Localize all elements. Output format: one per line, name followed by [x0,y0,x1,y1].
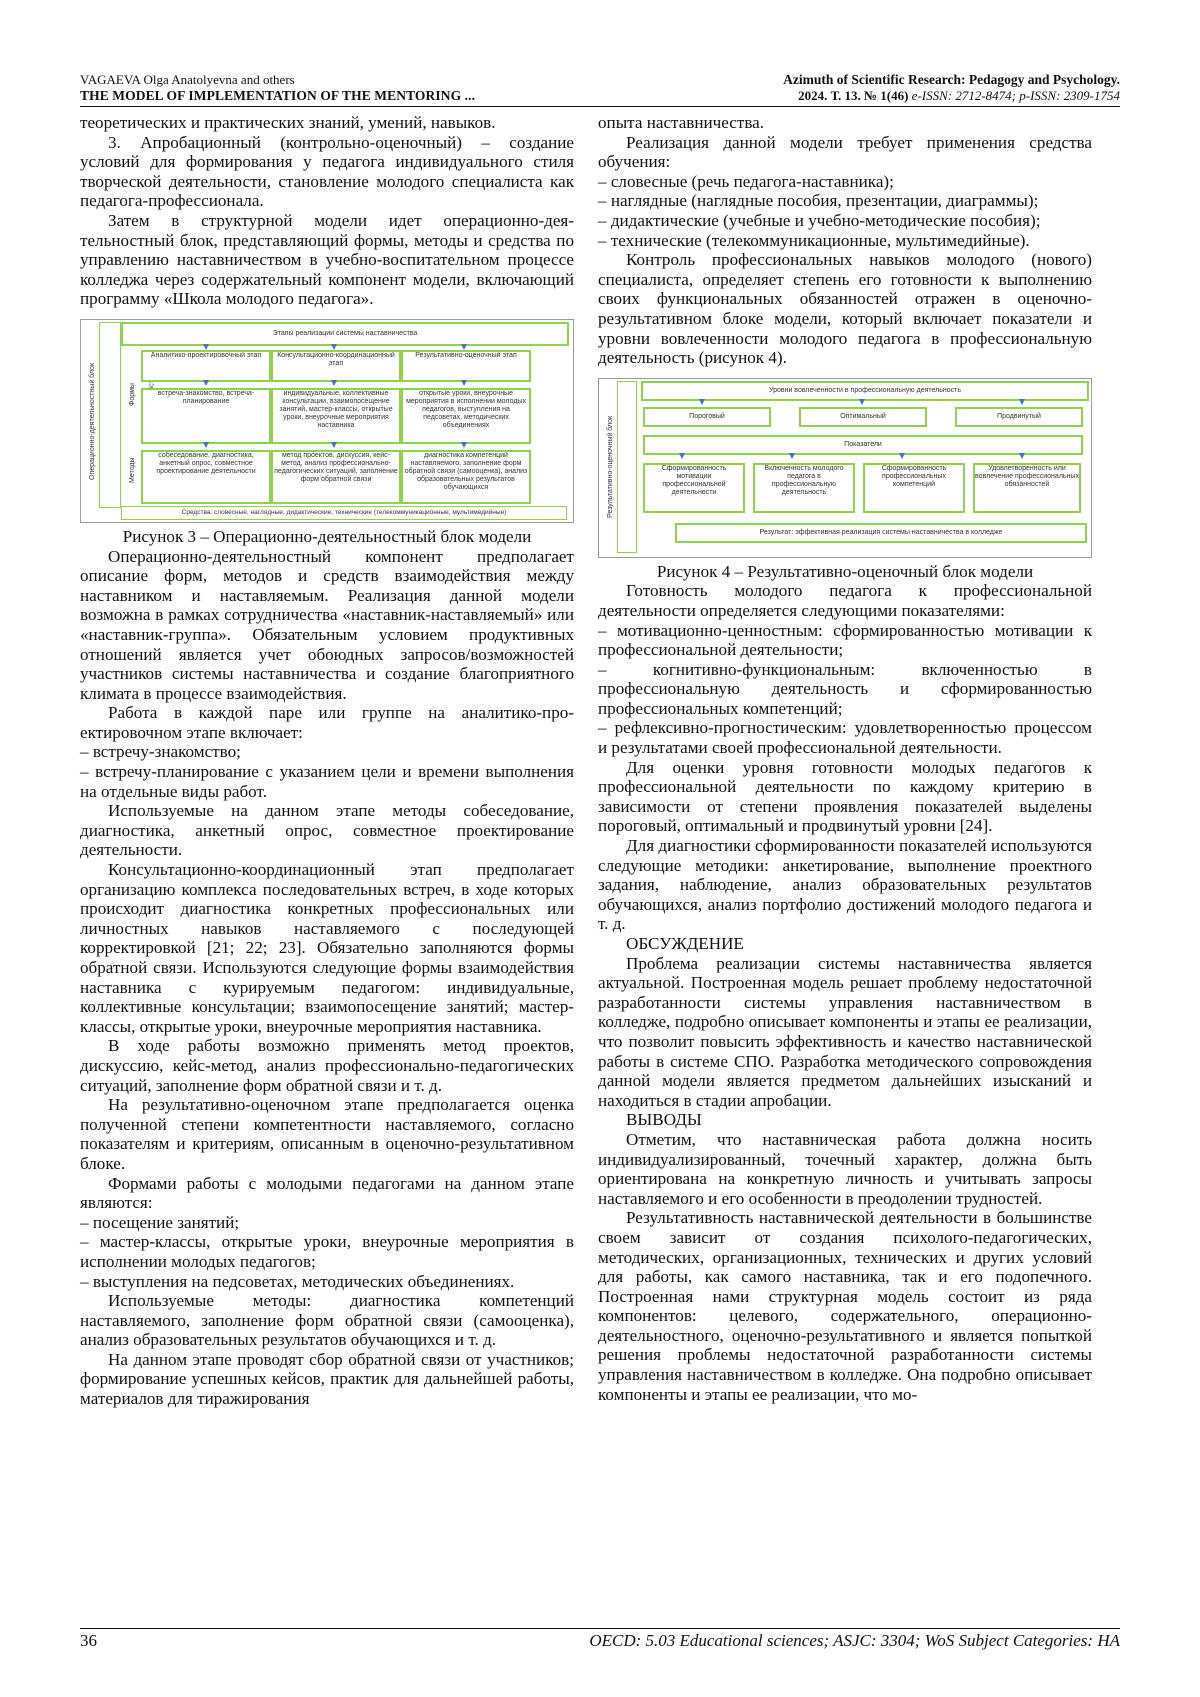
left-column [80,113,574,1409]
fig3-methods-2: метод проектов, дискуссия, кейс-метод, анализ профессионально-педагогических ситуаций, заполнение форм обратной связи [271,450,401,504]
fig4-level-1: Пороговый [643,407,771,427]
fig3-arrow [331,380,337,386]
fig3-arrow [331,442,337,448]
header-article-title: THE MODEL OF IMPLEMENTATION OF THE MENTORING ... [80,88,476,103]
fig4-arrow [1019,399,1025,405]
paragraph: Для оценки уровня готовности молодых педагогов к профессиональной деятельности по каждому критерию в зависимости от степени проявления показателей выделены пороговый, оптимальный и продвинутый уровни [24]. [598,757,1092,836]
paragraph: 3. Апробационный (контрольно-оценочный) – создание условий для формирования у педагога индивидуального стиля творческой деятельности, становление молодого специалиста как педагога-профессионала. [80,132,574,211]
paragraph: – словесные (речь педагога-наставника); [598,171,894,191]
paragraph: – выступления на педсоветах, методических объединениях. [80,1271,515,1291]
paragraph: На результативно-оценочном этапе предполагается оценка полученной степени компетентности наставляемого, согласно показателям и критериям, описанным в оценочно-результативном блоке. [80,1095,574,1173]
paragraph: Используемые методы: диагностика компетенций наставляемого, заполнение форм обратной связи (самооценка), анализ образовательных результатов обучающихся и т. д. [80,1291,574,1350]
figure-3-caption: Рисунок 3 – Операционно-деятельностный блок модели [122,526,532,546]
footer-rule [80,1628,1120,1629]
fig4-indicator-2: Включенность молодого педагога в профессиональную деятельность [753,463,855,513]
paragraph: – технические (телекоммуникационные, мультимедийные). [598,230,1030,250]
fig4-level-2: Оптимальный [799,407,927,427]
fig3-arrow [203,442,209,448]
header-journal: Azimuth of Scientific Research: Pedagogy and Psychology. [783,72,1120,87]
paragraph: теоретических и практических знаний, умений, навыков. [80,113,496,132]
fig3-forms-label: Формы [129,383,136,407]
paragraph: Готовность молодого педагога к профессиональной деятельности определяется следующими показателями: [598,581,1092,620]
footer-classification: OECD: 5.03 Educational sciences; ASJC: 3304; WoS Subject Categories: HA [589,1631,1120,1650]
fig3-side-frame [99,322,121,508]
paragraph: – посещение занятий; [80,1212,240,1232]
fig3-bottom-label: Средства: словесные, наглядные, дидактические, технические (телекоммуникационные, мультимедийные) [121,506,567,520]
fig4-top-label: Уровни вовлеченности в профессиональную деятельность [641,381,1089,401]
section-heading: ОБСУЖДЕНИЕ [626,934,744,953]
paragraph: Для диагностики сформированности показателей используются следующие методики: анкетирование, выполнение проектного задания, наблюдение, анализ образовательных результатов обучающихся, анализ портфолио достижений молодого педагога и т. д. [598,836,1092,934]
figure-3 [80,319,574,523]
fig3-stage-1: Аналитико-проектировочный этап [141,350,271,382]
fig4-arrow [899,453,905,459]
fig3-methods-label: Методы [129,457,136,483]
paragraph: Контроль профессиональных навыков молодого (нового) специалиста, определяет степень его готовности к выполнению своих функциональных обязанностей отражен в оценочно-результативном блоке модели, который включает показатели и уровни вовлеченности молодого педагога в профессиональную деятельность (рисунок 4). [598,250,1092,368]
paragraph: – мотивационно-ценностным: сформированностью мотивации к профессиональной деятельности; [598,620,1092,660]
fig4-level-3: Продвинутый [955,407,1083,427]
paragraph: опыта наставничества. [598,113,765,132]
fig3-arrow [461,380,467,386]
paragraph: Результативность наставнической деятельности в большинстве своем зависит от создания психолого-педагогических, методических, организационных, технических и других условий для работы, как самого наставника, так и его подопечного. Построенная нами структурная модель состоит из ряда компонентов: целевого, содержательного, операционно-деятельностного, оценочно-результативного и является попыткой решения проблемы недостаточной разработанности системы управления наставничеством в колледже. Она подробно описывает компоненты и этапы ее реализации, что мо- [598,1208,1092,1404]
fig3-arrow [203,380,209,386]
running-header-right [783,72,1120,104]
fig3-stage-3: Результативно-оценочный этап [401,350,531,382]
fig4-indicator-3: Сформированность профессиональных компетенций [863,463,965,513]
fig3-forms-2: индивидуальные, коллективные консультации, взаимопосещение занятий, мастер-классы, открытые уроки, внеурочные мероприятия наставника [271,388,401,444]
paragraph: Отметим, что наставническая работа должна носить индивидуализированный, точечный характер, должна быть ориентирована на конкретную личность и учитывать запросы наставляемого и его особенности в преодолении трудностей. [598,1129,1092,1208]
header-issn: e-ISSN: 2712-8474; p-ISSN: 2309-1754 [911,88,1120,103]
paragraph: Консультационно-координационный этап предполагает организацию комплекса последовательных встреч, в ходе которых происходит диагностика конкретных профессиональных или личностных навыков наставляемого с последующей корректировкой [21; 22; 23]. Обязательно заполняются формы обратной связи. Используются следующие формы взаимодействия наставника с курируемым педагогом: индивидуальные, коллективные консультации; взаимопосещение занятий; мастер-классы, открытые уроки, внеурочные мероприятия наставника. [80,860,574,1036]
fig4-indicator-4: Удовлетворенность или вовлечение профессиональных обязанностей [973,463,1081,513]
fig4-arrow [1019,453,1025,459]
paragraph: В ходе работы возможно применять метод проектов, дискуссию, кейс-метод, анализ профессионально-педагогических ситуаций, заполнение форм обратной связи и т. д. [80,1036,574,1095]
right-column-text-bottom [598,581,1092,1404]
header-issue-line [783,88,1120,104]
fig4-side-label: Результативно-оценочный блок [607,415,614,518]
paragraph: – рефлексивно-прогностическим: удовлетворенностью процессом и результатами своей профессиональной деятельности. [598,718,1092,758]
fig4-indicators-label: Показатели [643,435,1083,455]
paragraph: Реализация данной модели требует применения средства обучения: [598,132,1092,172]
section-heading: ВЫВОДЫ [626,1110,702,1130]
fig3-forms-1: встреча-знакомство, встреча-планирование [141,388,271,444]
fig4-side-frame [617,381,637,553]
left-column-text-bottom [80,547,574,1409]
paragraph: Затем в структурной модели идет операционно-деятельностный блок, представляющий формы, методы и средства по управлению наставничеством в учебно-воспитательном процессе колледжа через содержательный компонент модели, включающий программу «Школа молодого педагога». [80,210,574,309]
paragraph: – встречу-знакомство; [80,742,241,762]
running-header-left [80,72,475,104]
fig4-arrow [859,399,865,405]
right-column-text-top [598,113,1092,368]
paragraph: – встречу-планирование с указанием цели и времени выполнения на отдельные виды работ. [80,762,574,801]
paragraph: Работа в каждой паре или группе на аналитико-проектировочном этапе включает: [80,703,574,742]
fig3-top-label: Этапы реализации системы наставничества [121,322,569,346]
paragraph: Формами работы с молодыми педагогами на данном этапе являются: [80,1173,574,1213]
left-column-text-top [80,113,574,309]
fig3-methods-1: собеседование, диагностика, анкетный опрос, совместное проектирование деятельности [141,450,271,504]
fig3-forms-3: открытые уроки, внеурочные мероприятия в исполнении молодых педагогов, выступления на педсоветах, методических объединениях [401,388,531,444]
fig4-arrow [679,453,685,459]
paragraph: На данном этапе проводят сбор обратной связи от участников; формирование успешных кейсов, практик для дальнейшей работы, материалов для тиражирования [80,1349,574,1409]
fig4-bottom-label: Результат: эффективная реализация системы наставничества в колледже [675,523,1087,543]
paragraph: – мастер-классы, открытые уроки, внеурочные мероприятия в исполнении молодых педагогов; [80,1232,574,1271]
paragraph: Проблема реализации системы наставничества является актуальной. Построенная модель решает проблему недостаточной разработанности системы управления наставничеством в колледже, подробно описывает компоненты и этапы ее реализации, что позволит повысить эффективность и качество наставнической работы в системе СПО. Разработка методического сопровождения данной модели является предметом дальнейших изысканий и находиться в стадии апробации. [598,953,1092,1110]
paragraph: – наглядные (наглядные пособия, презентации, диаграммы); [598,191,1039,211]
paragraph: Операционно-деятельностный компонент предполагает описание форм, методов и средств взаимодействия между наставником и наставляемым. Реализация данной модели возможна в рамках сотрудничества «наставник-наставляемый» или «наставник-группа». Обязательным условием продуктивных отношений является учет обоюдных запросов/возможностей участников системы наставничества и создание благоприятного климата в процессе взаимодействия. [80,546,574,703]
header-issue: 2024. Т. 13. № 1(46) [798,88,909,103]
right-column [598,113,1092,1404]
fig4-arrow [699,399,705,405]
fig3-stage-2: Консультационно-координационный этап [271,350,401,382]
header-rule [80,106,1120,107]
fig4-arrow [789,453,795,459]
paragraph: – когнитивно-функциональным: включенностью в профессиональную деятельность и сформированностью профессиональных компетенций; [598,659,1092,718]
fig3-methods-3: диагностика компетенций наставляемого, заполнение форм обратной связи (самооценка), анализ образовательных результатов обучающихся [401,450,531,504]
paragraph: Используемые на данном этапе методы собеседование, диагностика, анкетный опрос, совместное проектирование деятельности. [80,801,574,860]
figure-4 [598,378,1092,558]
paragraph: – дидактические (учебные и учебно-методические пособия); [598,210,1041,230]
page-number: 36 [80,1631,97,1650]
fig3-side-label: Операционно-деятельностный блок [89,362,96,480]
header-author: VAGAEVA Olga Anatolyevna and others [80,72,295,87]
figure-4-caption: Рисунок 4 – Результативно-оценочный блок модели [656,561,1034,581]
fig4-indicator-1: Сформированность мотивации профессиональной деятельности [643,463,745,513]
fig3-arrow [461,442,467,448]
